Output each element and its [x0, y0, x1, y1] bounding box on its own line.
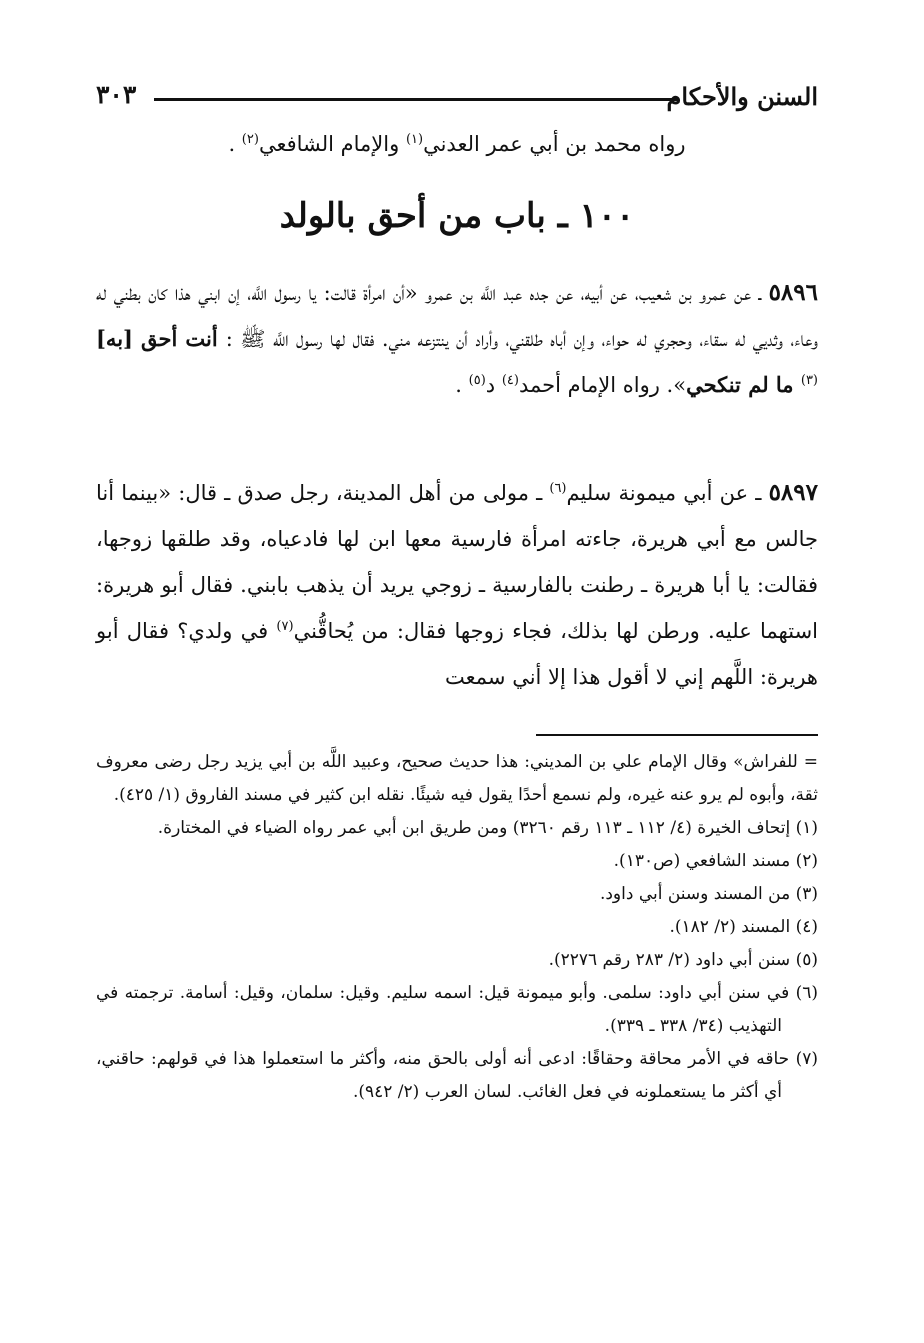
footnote-marker-1: (١)	[405, 132, 424, 147]
intro-text-a: رواه محمد بن أبي عمر العدني	[423, 132, 686, 156]
footnote-marker-4: (٤)	[501, 373, 519, 388]
hadith-text-b: ـ مولى من أهل المدينة، رجل صدق ـ قال: «بينما أنا جالس مع أبي هريرة، جاءته امرأة فارسية معها ابن لها فادعياه، وقد طلقها زوجها، فقالت: يا أبا هريرة ـ رطنت بالفارسية ـ زوجي يريد أن يذهب بابني. فقال أبو هريرة: استهما عليه. ورطن لها بذلك، فجاء زوجها فقال: من يُحاقُّني	[96, 481, 818, 643]
header-rule	[154, 98, 678, 101]
hadith-bold-phrase-b: ما لم تنكحي	[686, 372, 801, 397]
intro-text-c: .	[228, 132, 242, 156]
hadith-5896	[96, 270, 818, 408]
hadith-bold-phrase: أنت أحق [به]	[96, 326, 226, 351]
running-title: السنن والأحكام	[666, 82, 818, 111]
intro-text-b: والإمام الشافعي	[258, 132, 406, 156]
footnote-marker-3: (٣)	[800, 373, 818, 388]
footnote-marker-6: (٦)	[549, 481, 567, 496]
page-header	[96, 78, 818, 118]
footnote-divider	[536, 734, 818, 736]
chapter-title: ١٠٠ ـ باب من أحق بالولد	[279, 196, 635, 236]
footnote-marker-5: (٥)	[468, 373, 486, 388]
footnote-6: (٦) في سنن أبي داود: سلمى. وأبو ميمونة قيل: اسمه سليم. وقيل: سلمان، وقيل: أسامة. ترجمته في التهذيب (٣٤/ ٣٣٨ ـ ٣٣٩).	[96, 983, 818, 1036]
footnote-1: (١) إتحاف الخيرة (٤/ ١١٢ ـ ١١٣ رقم ٣٢٦٠) ومن طريق ابن أبي عمر رواه الضياء في المختارة.	[157, 818, 818, 838]
footnote-7: (٧) حاقه في الأمر محاقة وحقاقًا: ادعى أنه أولى بالحق منه، وأكثر ما استعملوا هذا في قولهم: حاقني، أي أكثر ما يستعملونه في فعل الغائب. لسان العرب (٢/ ٩٤٢).	[96, 1049, 818, 1102]
footnote-continued: = للفراش» وقال الإمام علي بن المديني: هذا حديث صحيح، وعبيد اللَّه بن أبي يزيد رجل رضى معروف ثقة، وأبوه لم يرو عنه غيره، ولم نسمع أحدًا يقول فيه شيئًا. نقله ابن كثير في مسند الفاروق (١/ ٤٢٥).	[96, 752, 818, 805]
footnote-marker-7: (٧)	[276, 619, 294, 634]
hadith-text-c: د	[485, 373, 502, 397]
footnotes	[96, 746, 818, 1109]
hadith-text-d: .	[455, 373, 469, 397]
footnote-4: (٤) المسند (٢/ ١٨٢).	[669, 917, 818, 937]
hadith-text-c: في ولدي؟ فقال أبو هريرة: اللَّهم إني لا أقول هذا إلا أني سمعت	[96, 619, 818, 689]
page-number: ٣٠٣	[96, 80, 137, 109]
hadith-text-b: ». رواه الإمام أحمد	[518, 373, 687, 397]
intro-line	[96, 132, 818, 156]
hadith-text: ـ عن أبي ميمونة سليم	[566, 481, 769, 505]
hadith-5897	[96, 470, 818, 700]
hadith-number: ٥٨٩٦	[768, 279, 818, 306]
footnote-marker-2: (٢)	[241, 132, 259, 147]
footnote-2: (٢) مسند الشافعي (ص١٣٠).	[613, 851, 818, 871]
hadith-text: ـ عن عمرو بن شعيب، عن أبيه، عن جده عبد اللَّه بن عمرو «أن امرأة قالت: يا رسول اللَّه، إن ابني هذا كان بطني له وعاء، وثديي له سقاء، وحجري له حواء، وإن أباه طلقني، وأراد أن ينتزعه مني. فقال لها رسول اللَّه ﷺ :	[96, 281, 818, 351]
footnote-3: (٣) من المسند وسنن أبي داود.	[599, 884, 818, 904]
footnote-5: (٥) سنن أبي داود (٢/ ٢٨٣ رقم ٢٢٧٦).	[548, 950, 818, 970]
hadith-number: ٥٨٩٧	[768, 479, 818, 506]
